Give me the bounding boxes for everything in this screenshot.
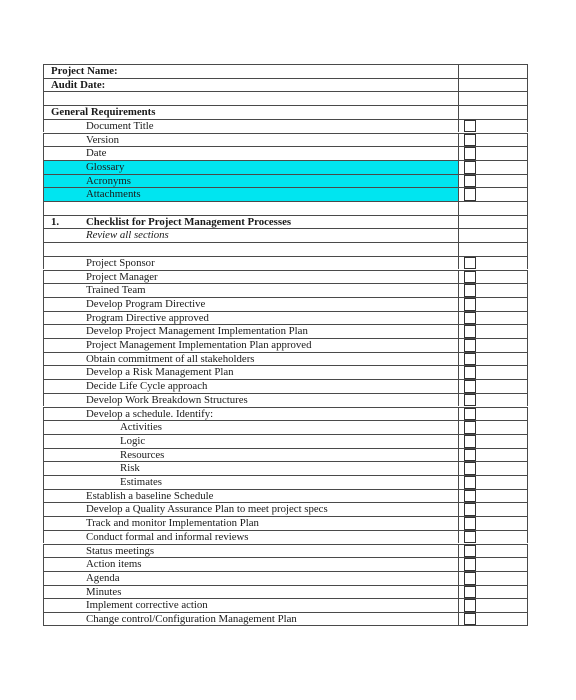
table-row [43, 283, 528, 297]
checkbox[interactable] [464, 476, 476, 489]
checkbox[interactable] [464, 421, 476, 434]
list-item: Develop Work Breakdown Structures [86, 393, 248, 406]
sub-list-item: Activities [120, 421, 162, 434]
checkbox[interactable] [464, 188, 476, 201]
table-row [43, 557, 528, 571]
list-item: Acronyms [86, 174, 131, 187]
list-item: Develop a schedule. Identify: [86, 407, 214, 420]
table-row [43, 91, 528, 105]
checkbox[interactable] [464, 366, 476, 379]
checkbox[interactable] [464, 586, 476, 599]
table-row [43, 516, 528, 530]
checkbox[interactable] [464, 599, 476, 612]
list-item: Establish a baseline Schedule [86, 489, 214, 502]
checkbox[interactable] [464, 339, 476, 352]
checkbox[interactable] [464, 435, 476, 448]
table-row [43, 461, 528, 475]
table-row [43, 297, 528, 311]
table-row [43, 530, 528, 544]
table-row [43, 571, 528, 585]
list-item: Obtain commitment of all stakeholders [86, 352, 255, 365]
checkbox[interactable] [464, 572, 476, 585]
checkbox[interactable] [464, 284, 476, 297]
checkbox[interactable] [464, 380, 476, 393]
list-item: Develop a Risk Management Plan [86, 366, 234, 379]
table-row [43, 324, 528, 338]
table-row [43, 133, 528, 147]
table-row [43, 215, 528, 229]
checkbox[interactable] [464, 408, 476, 421]
checkbox[interactable] [464, 325, 476, 338]
table-row [43, 379, 528, 393]
table-row [43, 146, 528, 160]
list-item: Develop Program Directive [86, 297, 206, 310]
table-row [43, 489, 528, 503]
list-item: Implement corrective action [86, 599, 208, 612]
list-item: Trained Team [86, 284, 146, 297]
table-row [43, 119, 528, 133]
table-row [43, 448, 528, 462]
table-row [43, 585, 528, 599]
checkbox[interactable] [464, 134, 476, 147]
checkbox[interactable] [464, 175, 476, 188]
list-item: Decide Life Cycle approach [86, 380, 208, 393]
checkbox[interactable] [464, 545, 476, 558]
checkbox[interactable] [464, 394, 476, 407]
table-row [43, 242, 528, 256]
checkbox[interactable] [464, 558, 476, 571]
list-item: Attachments [86, 188, 141, 201]
list-item: Develop Project Management Implementation Plan [86, 325, 308, 338]
project-name-value-cell[interactable] [459, 65, 528, 78]
checkbox[interactable] [464, 298, 476, 311]
section-heading: Checklist for Project Management Processes [86, 215, 292, 228]
table-row-highlighted [43, 160, 528, 174]
checkbox[interactable] [464, 161, 476, 174]
checkbox[interactable] [464, 517, 476, 530]
table-row [43, 78, 528, 92]
general-requirements-heading: General Requirements [51, 106, 156, 119]
list-item: Status meetings [86, 544, 155, 557]
table-row [43, 228, 528, 242]
checkbox[interactable] [464, 490, 476, 503]
list-item: Minutes [86, 585, 122, 598]
table-row [43, 434, 528, 448]
table-row [43, 201, 528, 215]
sub-list-item: Resources [120, 448, 165, 461]
list-item: Glossary [86, 160, 125, 173]
list-item: Develop a Quality Assurance Plan to meet project specs [86, 503, 328, 516]
list-item: Track and monitor Implementation Plan [86, 517, 259, 530]
checkbox[interactable] [464, 449, 476, 462]
checkbox[interactable] [464, 257, 476, 270]
sub-list-item: Estimates [120, 476, 162, 488]
list-item: Date [86, 147, 107, 160]
table-row [43, 256, 528, 270]
table-row [43, 64, 528, 78]
table-row [43, 544, 528, 558]
checkbox[interactable] [464, 462, 476, 475]
table-row [43, 270, 528, 284]
list-item: Project Manager [86, 270, 158, 283]
table-row [43, 420, 528, 434]
list-item: Conduct formal and informal reviews [86, 530, 249, 543]
checkbox[interactable] [464, 312, 476, 325]
project-name-label: Project Name: [51, 65, 118, 77]
list-item: Agenda [86, 571, 120, 584]
checkbox[interactable] [464, 120, 476, 133]
list-item: Document Title [86, 119, 154, 132]
checkbox[interactable] [464, 613, 476, 625]
sub-list-item: Logic [120, 434, 146, 447]
list-item: Program Directive approved [86, 311, 209, 324]
sub-list-item: Risk [120, 462, 140, 475]
table-row [43, 393, 528, 407]
list-item: Version [86, 133, 119, 146]
audit-date-label: Audit Date: [51, 78, 106, 91]
section-note: Review all sections [86, 229, 169, 242]
table-row [43, 365, 528, 379]
list-item: Change control/Configuration Management Plan [86, 613, 297, 625]
table-row [43, 475, 528, 489]
checklist-table [43, 64, 528, 628]
table-row [43, 338, 528, 352]
section-number: 1. [51, 215, 60, 228]
table-row-highlighted [43, 187, 528, 201]
checkbox[interactable] [464, 503, 476, 516]
table-row [43, 502, 528, 516]
list-item: Action items [86, 558, 142, 571]
table-row [43, 105, 528, 119]
checkbox[interactable] [464, 531, 476, 544]
table-row [43, 311, 528, 325]
checkbox[interactable] [464, 353, 476, 366]
table-row [43, 407, 528, 421]
table-row [43, 352, 528, 366]
table-row [43, 612, 528, 626]
list-item: Project Management Implementation Plan approved [86, 339, 312, 351]
list-item: Project Sponsor [86, 256, 155, 269]
checkbox[interactable] [464, 271, 476, 284]
checkbox[interactable] [464, 147, 476, 160]
table-row-highlighted [43, 174, 528, 188]
audit-date-value-cell[interactable] [459, 79, 528, 92]
table-row [43, 598, 528, 612]
